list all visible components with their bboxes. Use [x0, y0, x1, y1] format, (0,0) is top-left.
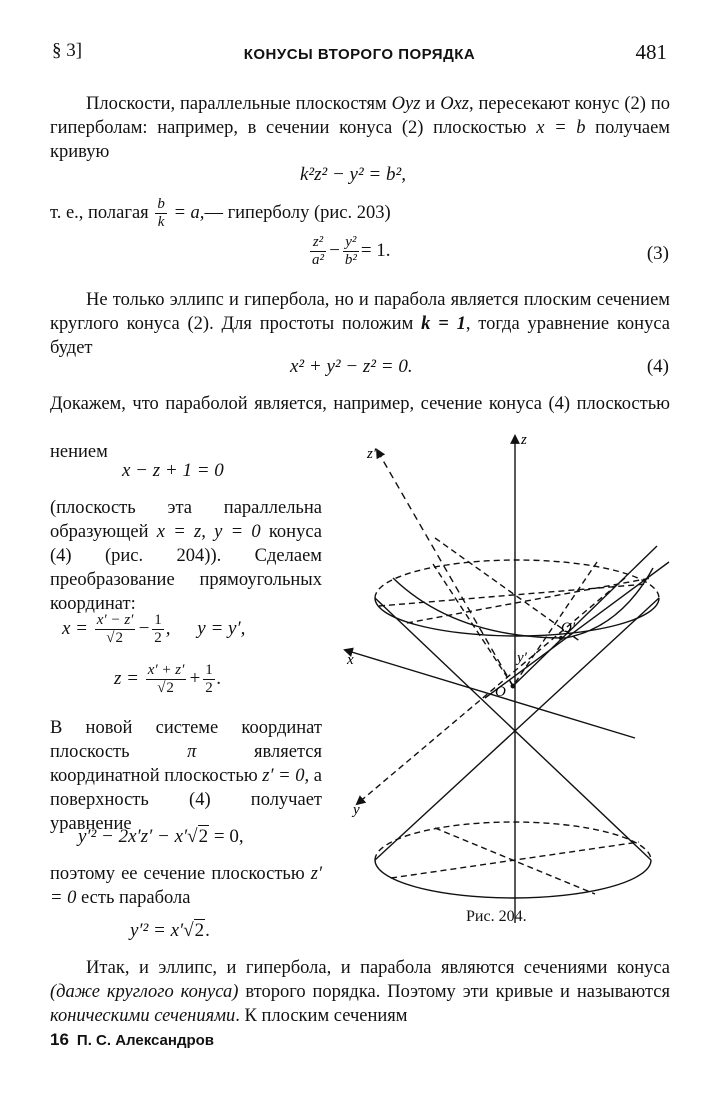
lower-ellipse-back [375, 822, 651, 860]
paragraph-3-line-3: нением [50, 442, 108, 462]
equation-plane: x − z + 1 = 0 [122, 460, 224, 481]
y-axis [357, 578, 625, 804]
lower-ellipse-front [375, 860, 651, 898]
label-y: y [353, 802, 360, 818]
equation-hyperbola-section: k²z² − y² = b², [300, 164, 406, 185]
equation-parabola: y′² = x′√2. [130, 920, 210, 941]
upper-ellipse-back [375, 560, 659, 598]
running-title: КОНУСЫ ВТОРОГО ПОРЯДКА [243, 46, 476, 63]
paragraph-6: поэтому ее сечение плоскостью z′ = 0 есть парабола [50, 864, 322, 908]
section-marker: § 3] [52, 40, 83, 61]
paragraph-4: (плоскость эта параллельна образующей x = z, y = 0 конуса (4) (рис. 204)). Сделаем преобразование прямоугольных координат: [50, 498, 322, 614]
oprime-point [559, 636, 563, 640]
label-origin: O [495, 684, 506, 700]
origin-point [511, 684, 516, 689]
paragraph-2: Не только эллипс и гипербола, но и парабола является плоским сечением круглого конуса (2). Для простоты положим k = 1, тогда уравнение конуса будет [50, 290, 670, 358]
signature-number: 16 [50, 1030, 69, 1049]
equation-transformed-cone: y′² − 2x′z′ − x′√2 = 0, [78, 826, 244, 847]
paragraph-7: Итак, и эллипс, и гипербола, и парабола являются сечениями конуса (даже круглого конуса) второго порядка. Поэтому эти кривые и называются коническими сечениями. К плоским сечениям [50, 958, 671, 1026]
figure-caption: Рис. 204. [466, 908, 527, 925]
label-oprime: O′ [561, 620, 576, 636]
line-substitution: т. е., полагая $\frac{b}{k}$ = a,— гиперболу (рис. 203) [50, 196, 391, 230]
generator-right [375, 598, 659, 860]
equation-3: $\frac{\text{z²}}{\text{a²}}$ − $\frac{\text{y²}}{\text{b²}}$ = 1. [312, 234, 391, 268]
figure-204-cone-diagram [335, 428, 700, 936]
paragraph-5: В новой системе координат плоскость π является координатной плоскостью z′ = 0, а поверхность (4) получает уравнение [50, 718, 322, 834]
paragraph-3-line-1: Докажем, что параболой является, например, сечение конуса (4) плоскостью [50, 394, 670, 414]
transform-z: z = $\frac{x' + z'}{√2}$ + $\frac{1}{2}$ . [114, 662, 222, 696]
equation-3-label: (3) [646, 243, 669, 264]
xprime-line [513, 546, 657, 686]
transform-x: x = $\frac{x' - z'}{√2}$ − $\frac{1}{2}$ , y = y′, [62, 612, 246, 646]
zprime-axis [377, 450, 513, 686]
paragraph-1: Плоскости, параллельные плоскостям Oyz и Oxz, пересекают конус (2) по гиперболам: например, в сечении конуса (2) плоскостью x = b получаем кривую [50, 94, 670, 162]
label-yprime: y′ [517, 650, 527, 666]
label-x: x [347, 652, 354, 668]
author-name: П. С. Александров [76, 1032, 215, 1049]
footer-signature [50, 1030, 214, 1050]
plane-pi-line [485, 562, 669, 698]
label-z: z [521, 432, 527, 448]
equation-4-label: (4) [646, 356, 669, 377]
generator-left [375, 598, 651, 860]
equation-4: x² + y² − z² = 0. [290, 356, 413, 377]
page-number: 481 [635, 40, 667, 64]
label-zprime: z′ [367, 446, 377, 462]
fraction-b-over-k: $\frac{b}{k}$ [157, 196, 165, 230]
upper-ellipse-front [375, 598, 659, 636]
